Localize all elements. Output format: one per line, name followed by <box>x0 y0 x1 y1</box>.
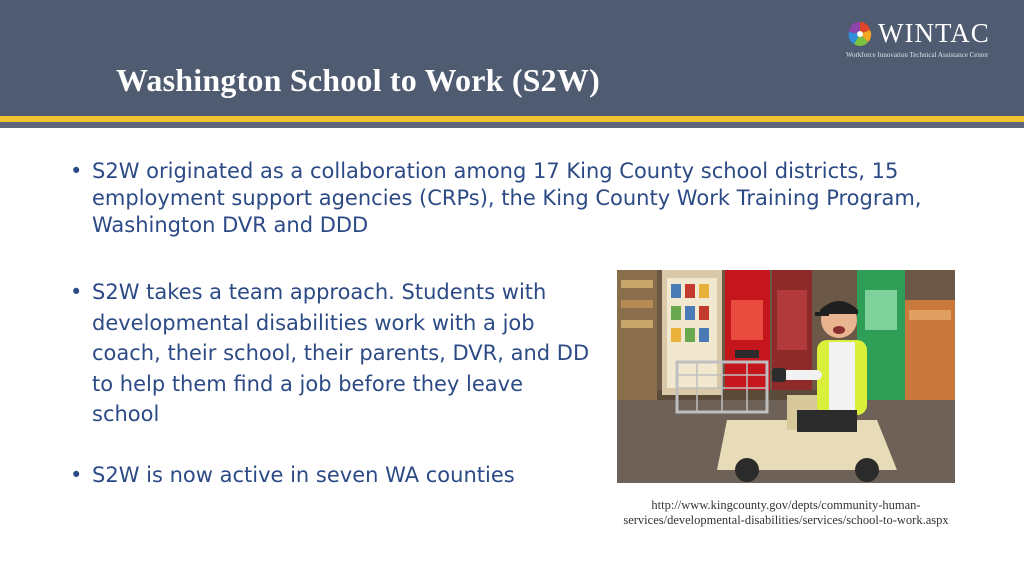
student-photo <box>617 270 955 483</box>
bullet-team-approach: • S2W takes a team approach. Students with developmental disabilities work with a job coach, their school, their parents, DVR, and DD to help them find a job before they leave school <box>70 277 592 430</box>
bullet-collaboration: • S2W originated as a collaboration among 17 King County school districts, 15 employment support agencies (CRPs), the King County Work Training Program, Washington DVR and DDD <box>70 158 972 239</box>
bullet-active-counties: • S2W is now active in seven WA counties <box>70 462 612 489</box>
logo-name: WINTAC <box>878 18 990 48</box>
wintac-logo <box>846 20 1014 62</box>
header-divider-line <box>0 122 1024 128</box>
photo-source-caption: http://www.kingcounty.gov/depts/community-human-services/developmental-disabilities/services/school-to-work.aspx <box>623 498 949 527</box>
slide-title: Washington School to Work (S2W) <box>116 62 600 98</box>
pinwheel-logo-icon <box>846 20 874 48</box>
logo-subtitle: Workforce Innovation Technical Assistance Center <box>846 51 989 59</box>
